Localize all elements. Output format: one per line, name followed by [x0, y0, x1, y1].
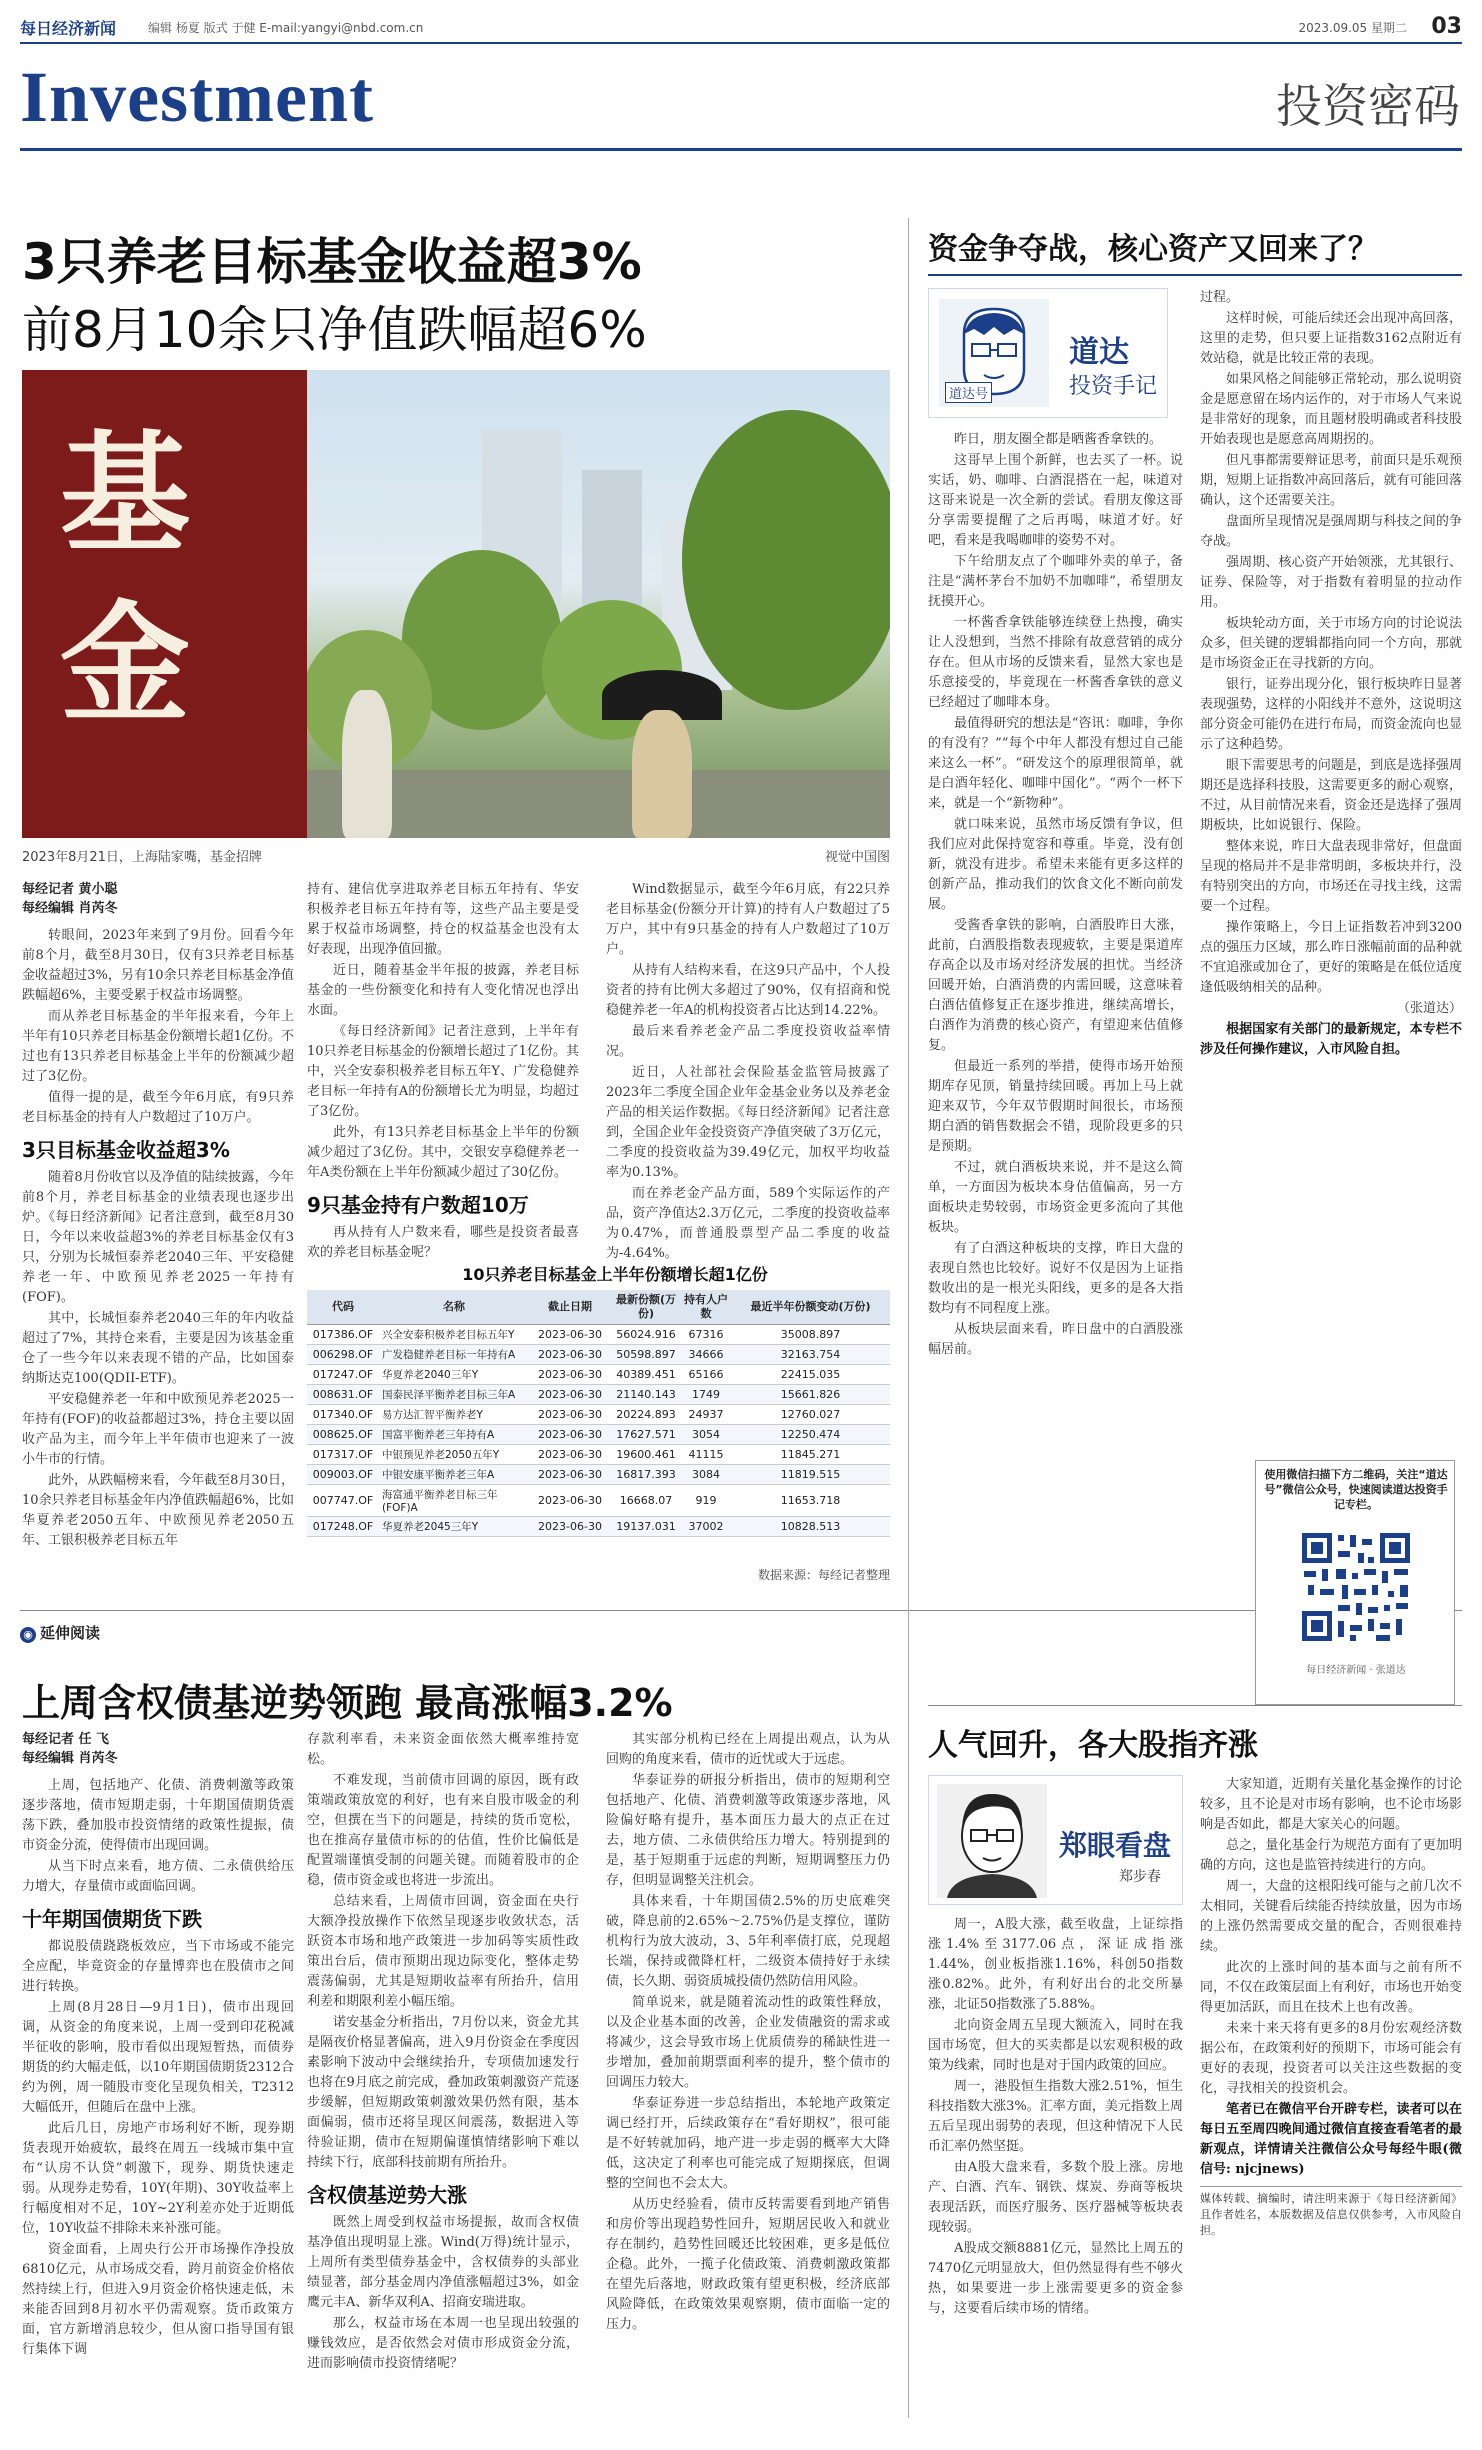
table-cell: 2023-06-30 — [529, 1385, 611, 1405]
table-title: 10只养老目标基金上半年份额增长超1亿份 — [462, 1265, 768, 1284]
table-cell: 12250.474 — [731, 1425, 890, 1445]
paragraph: 诺安基金分析指出，7月份以来，资金尤其是隔夜价格显著偏高，进入9月份资金在季度因素影响下波动中会继续抬升，专项债加速发行也将在9月底之前完成，叠加政策刺激资产荒逐步缓解，但短期政策刺激效果仍然有限，基本面偏弱，债市还将呈现区间震荡，数据进入等待验证期，债市在短期偏谨慎情绪影响下难以持续下行，底部科技前期有所抬升。 — [307, 2015, 579, 2170]
page-number: 03 — [1431, 14, 1462, 39]
paragraph: 如果风格之间能够正常轮动，那么说明资金是愿意留在场内运作的，对于市场人气来说是非常好的现象，而且题材股明确或者科技股开始表现也是愿意高周期拐的。 — [1200, 372, 1462, 447]
table-cell: 国泰民泽平衡养老目标三年A — [379, 1385, 529, 1405]
table-cell: 017247.OF — [307, 1365, 379, 1385]
paper-name: 每日经济新闻 — [20, 19, 117, 38]
table-cell: 19600.461 — [611, 1445, 681, 1465]
subheading: 含权债基逆势大涨 — [307, 2183, 467, 2207]
col-header: 截止日期 — [529, 1290, 611, 1325]
col-header: 最近半年份额变动(万份) — [731, 1290, 890, 1325]
paragraph: 最后来看养老金产品二季度投资收益率情况。 — [606, 1024, 890, 1059]
table-cell: 3054 — [681, 1425, 731, 1445]
photo-caption — [22, 846, 890, 865]
extended-col-3 — [606, 1730, 890, 2430]
table-cell: 3084 — [681, 1465, 731, 1485]
subheading: 3只目标基金收益超3% — [22, 1138, 230, 1162]
lead-col-1 — [22, 880, 294, 1595]
subheading: 9只基金持有户数超10万 — [307, 1193, 529, 1217]
paragraph: 就口味来说，虽然市场反馈有争议，但我们应对此保持宽容和尊重。毕竟，没有创新，就没有进步。希望未来能有更多这样的创新产品，推动我们的饮食文化不断向前发展。 — [928, 817, 1183, 912]
paragraph: 从历史经验看，债市反转需要看到地产销售和房价等出现趋势性回升，短期居民收入和就业存在制约，趋势性回暖还比较困难，更多是低位企稳。此外，一揽子化债政策、消费刺激政策都在望先后落地，财政政策有望更积极，经济底部风险降低，在政策效果观察期，债市面临一定的压力。 — [606, 2197, 890, 2332]
paragraph: 此外，有13只养老目标基金上半年的份额减少超过了3亿份。其中，交银安享稳健养老一年A类份额在上半年份额减少超过了30亿份。 — [307, 1125, 579, 1180]
paragraph: 上周(8月28日—9月1日)，债市出现回调，从资金的角度来说，上周一受到印花税减半征收的影响，股市看似出现短暂热，而债券期货的约大幅走低，以10年期国债期货2312合约为例，周一随股市变化呈现负相关，T2312大幅低开，但随后在盘中上涨。 — [22, 2000, 294, 2115]
disclaimer: 根据国家有关部门的最新规定，本专栏不涉及任何操作建议，入市风险自担。 — [1200, 1022, 1462, 1057]
table-cell: 15661.826 — [731, 1385, 890, 1405]
qr-caption: 每日经济新闻 · 张道达 — [1306, 1665, 1406, 1676]
table-cell: 2023-06-30 — [529, 1517, 611, 1537]
paragraph: 由A股大盘来看，多数个股上涨。房地产、白酒、汽车、钢铁、煤炭、券商等板块表现活跃，而医疗服务、医疗器械等板块表现较弱。 — [928, 2160, 1183, 2235]
col-header: 持有人户数 — [681, 1290, 731, 1325]
paragraph: 此后几日，房地产市场利好不断，现券期货表现开始疲软，最终在周五一线城市集中宣布“认房不认贷”刺激下，现券、期货快速走弱。从现券走势看，10Y(年期)、30Y收益率上行幅度相对不足，10Y~2Y利差亦处于近期低位，10Y收益不排除未来补涨可能。 — [22, 2121, 294, 2236]
paragraph: 操作策略上，今日上证指数若冲到3200点的强压力区域，那么昨日涨幅前面的品种就不宜追涨或加仓了，更好的策略是在低位适度逢低吸纳相关的品种。 — [1200, 920, 1462, 995]
paragraph: 其实部分机构已经在上周提出观点，认为从回购的角度来看，债市的近忧或大于远虑。 — [606, 1732, 890, 1767]
fund-table — [307, 1290, 890, 1537]
paragraph: 北向资金周五呈现大额流入，同时在我国市场宽，但大的买卖都是以宏观积极的政策为线索，同时也是对于国内政策的回应。 — [928, 2018, 1183, 2073]
paragraph: Wind数据显示，截至今年6月底，有22只养老目标基金(份额分开计算)的持有人户数超过了5万户，其中有9只基金的持有人户数超过了10万户。 — [606, 882, 890, 957]
table-cell: 2023-06-30 — [529, 1345, 611, 1365]
table-cell: 006298.OF — [307, 1345, 379, 1365]
reporter-byline: 每经记者 黄小聪 — [22, 882, 118, 897]
table-cell: 11819.515 — [731, 1465, 890, 1485]
paragraph: 随着8月份收官以及净值的陆续披露，今年前8个月，养老目标基金的业绩表现也逐步出炉。《每日经济新闻》记者注意到，截至8月30日，今年以来收益超3%的养老目标基金仅有3只，分别为长城恒泰养老2040三年、平安稳健养老一年、中欧预见养老2025一年持有(FOF)。 — [22, 1170, 294, 1305]
editors-line: 编辑 杨夏 版式 于健 E-mail:yangyi@nbd.com.cn — [148, 21, 424, 35]
table-cell: 16668.07 — [611, 1485, 681, 1517]
right-bottom-rule — [928, 1705, 1462, 1706]
table-cell: 华夏养老2045三年Y — [379, 1517, 529, 1537]
section-rule — [20, 148, 1462, 151]
table-row — [307, 1345, 890, 1365]
masthead-bar — [20, 14, 1462, 40]
extended-badge-icon: ◉ — [20, 1627, 36, 1643]
paragraph: 那么，权益市场在本周一也呈现出较强的赚钱效应，是否依然会对债市形成资金分流，进而影响债市投资情绪呢？ — [307, 2316, 579, 2371]
col-header: 名称 — [379, 1290, 529, 1325]
subheading: 十年期国债期货下跌 — [22, 1907, 202, 1931]
zheng-portrait-icon — [937, 1784, 1047, 1898]
paragraph: 华泰证券的研报分析指出，债市的短期利空包括地产、化债、消费刺激等政策逐步落地，风险偏好略有提升，基本面压力最大的点正在过去，地方债、二永债供给压力增大。特别提到的是，基于短期重于远虑的判断，短期调整压力仍存，但明显调整关注机会。 — [606, 1773, 890, 1888]
table-cell: 华夏养老2040三年Y — [379, 1365, 529, 1385]
table-cell: 67316 — [681, 1325, 731, 1345]
paragraph: 下午给朋友点了个咖啡外卖的单子，备注是“满杯茅台不加奶不加咖啡”，希望朋友抚摸开心。 — [928, 554, 1183, 609]
paragraph: 总之，量化基金行为规范方面有了更加明确的方向，这也是监管持续进行的方向。 — [1200, 1838, 1462, 1873]
table-cell: 2023-06-30 — [529, 1325, 611, 1345]
extended-col-2 — [307, 1730, 579, 2430]
table-cell: 21140.143 — [611, 1385, 681, 1405]
right-bottom-headline: 人气回升，各大股指齐涨 — [928, 1728, 1258, 1763]
table-cell: 兴全安泰积极养老目标五年Y — [379, 1325, 529, 1345]
extended-tag — [20, 1622, 100, 1643]
paragraph: 总结来看，上周债市回调，资金面在央行大额净投放操作下依然呈现逐步收敛状态，活跃资本市场和地产政策进一步加码等实质性政策出台后，债市预期出现边际变化，整体走势震荡偏弱，尤其是短期收益率有所抬升，信用利差和期限利差小幅压缩。 — [307, 1894, 579, 2009]
extended-rule — [20, 1610, 1462, 1611]
paragraph: 其中，长城恒泰养老2040三年的年内收益超过了7%，其持仓来看，主要是因为该基金重仓了一些今年以来表现不错的产品，比如国泰纳斯达克100(QDII-ETF)。 — [22, 1311, 294, 1386]
media-note: 媒体转载、摘编时，请注明来源于《每日经济新闻》且作者姓名，本版数据及信息仅供参考，入市风险自担。 — [1200, 2186, 1462, 2239]
right-bottom-col-2 — [1200, 1775, 1462, 2435]
paragraph: 强周期、核心资产开始领涨，尤其银行、证券、保险等，对于指数有着明显的拉动作用。 — [1200, 555, 1462, 610]
paragraph: 从持有人结构来看，在这9只产品中，个人投资者的持有比例大多超过了90%，仅有招商和悦稳健养老一年A的机构投资者占比达到14.22%。 — [606, 963, 890, 1018]
table-cell: 32163.754 — [731, 1345, 890, 1365]
paragraph: 平安稳健养老一年和中欧预见养老2025一年持有(FOF)的收益都超过3%，持仓主要以固收产品为主，而今年上半年债市也迎来了一波小牛市的行情。 — [22, 1392, 294, 1467]
table-cell: 017317.OF — [307, 1445, 379, 1465]
lead-col-3 — [606, 880, 890, 1260]
column-subname: 投资手记 — [1069, 374, 1158, 399]
paragraph: 这哥早上围个新鲜，也去买了一杯。说实话，奶、咖啡、白酒混搭在一起，味道对这哥来说是一次全新的尝试。看朋友像这哥分享需要提醒了之后再喝，味道才好。好吧，看来是我喝咖啡的姿势不对。 — [928, 453, 1183, 548]
extended-col-1 — [22, 1730, 294, 2430]
qr-code-icon — [1298, 1529, 1414, 1645]
right-top-col-2 — [1200, 288, 1462, 1448]
table-row — [307, 1365, 890, 1385]
paragraph: 昨日，朋友圈全都是晒酱香拿铁的。 — [954, 432, 1163, 447]
paragraph: A股成交额8881亿元，显然比上周五的7470亿元明显放大，但仍然显得有些不够火热，如果要进一步上涨需要更多的资金参与，这要看后续市场的情绪。 — [928, 2241, 1183, 2316]
table-cell: 35008.897 — [731, 1325, 890, 1345]
table-cell: 11845.271 — [731, 1445, 890, 1465]
paragraph: 而在养老金产品方面，589个实际运作的产品，资产净值达2.3万亿元，二季度的投资收益率为0.47%，而普通股票型产品二季度的收益为-4.64%。 — [606, 1186, 890, 1260]
fund-signboard — [22, 370, 307, 838]
photo-credit: 视觉中国图 — [824, 850, 890, 865]
paragraph: 值得一提的是，截至今年6月底，有9只养老目标基金的持有人户数超过了10万户。 — [22, 1090, 294, 1125]
table-row — [307, 1425, 890, 1445]
paragraph: 不过，就白酒板块来说，并不是这么简单，一方面因为板块本身估值偏高，另一方面板块走势较弱，市场资金更多流向了其他板块。 — [928, 1160, 1183, 1235]
paragraph: 最值得研究的想法是“咨讯：咖啡，争你的有没有？”“每个中年人都没有想过自己能来这么一杯”。“研发这个的原理很简单，就是白酒年轻化、咖啡中国化”。“两个一杯下来，就是一个“新物种”。 — [928, 716, 1183, 811]
editor-byline: 每经编辑 肖芮冬 — [22, 1751, 118, 1766]
lead-photo — [22, 370, 890, 838]
paragraph: 未来十来天将有更多的8月份宏观经济数据公布，在政策利好的预期下，市场可能会有更好的表现，投资者可以关注这些数据的变化，寻找相关的投资机会。 — [1200, 2021, 1462, 2096]
paragraph: 有了白酒这种板块的支撑，昨日大盘的表现自然也比较好。说好不仅是因为上证指数收出的是一根光头阳线，更多的是各大指数均有不同程度上涨。 — [928, 1241, 1183, 1316]
paragraph: 上周，包括地产、化债、消费刺激等政策逐步落地，债市短期走弱，十年期国债期货震荡下跌，叠加股市投资情绪的政策性提振，债市资金分流，使得债市出现回调。 — [22, 1778, 294, 1853]
top-rule — [20, 42, 1462, 44]
table-header-row — [307, 1290, 890, 1325]
paragraph: 周一，港股恒生指数大涨2.51%，恒生科技指数大涨3%。汇率方面，美元指数上周五后呈现出弱势的表现，但这种情况下人民币汇率仍然坚挺。 — [928, 2079, 1183, 2154]
zheng-column-header — [928, 1775, 1183, 1905]
table-cell: 2023-06-30 — [529, 1425, 611, 1445]
table-cell: 广发稳健养老目标一年持有A — [379, 1345, 529, 1365]
table-cell: 009003.OF — [307, 1465, 379, 1485]
table-cell: 中银预见养老2050五年Y — [379, 1445, 529, 1465]
zheng-avatar — [937, 1784, 1047, 1898]
caption-text: 2023年8月21日，上海陆家嘴，基金招牌 — [22, 850, 262, 865]
table-source: 数据来源：每经记者整理 — [757, 1568, 890, 1582]
table-cell: 40389.451 — [611, 1365, 681, 1385]
table-cell: 34666 — [681, 1345, 731, 1365]
paragraph: 持有、建信优享进取养老目标五年持有、华安积极养老目标五年持有等，这些产品主要是受累于权益市场调整，持仓的权益基金也没有太好表现，出现净值回撤。 — [307, 882, 579, 957]
signoff: （张道达） — [1396, 1001, 1462, 1016]
col-header: 代码 — [307, 1290, 379, 1325]
table-cell: 017340.OF — [307, 1405, 379, 1425]
table-cell: 017248.OF — [307, 1517, 379, 1537]
paragraph: 再从持有人户数来看，哪些是投资者最喜欢的养老目标基金呢？ — [307, 1225, 579, 1260]
right-top-rule — [928, 274, 1462, 276]
table-cell: 919 — [681, 1485, 731, 1517]
table-cell: 国富平衡养老三年持有A — [379, 1425, 529, 1445]
extended-tag-label: 延伸阅读 — [40, 1624, 101, 1642]
wechat-note: 笔者已在微信平台开辟专栏，读者可以在每日五至周四晚间通过微信直接查看笔者的最新观点，详情请关注微信公众号每经牛眼(微信号: njcjnews) — [1200, 2102, 1462, 2177]
daoda-column-header — [928, 288, 1168, 418]
extended-headline: 上周含权债基逆势领跑 最高涨幅3.2% — [22, 1681, 673, 1725]
column-divider — [908, 218, 909, 2418]
column-name: 道达 — [1069, 335, 1129, 370]
table-row — [307, 1445, 890, 1465]
table-row — [307, 1325, 890, 1345]
qr-block — [1255, 1460, 1455, 1705]
paragraph: 资金面看，上周央行公开市场操作净投放6810亿元，从市场成交看，跨月前资金价格依然持续上行，但进入9月资金价格快速走低，未来能否回到8月初水平仍需观察。货币政策方面，官方新增消息较少，但从窗口指导国有银行集体下调 — [22, 2242, 294, 2357]
table-cell: 008625.OF — [307, 1425, 379, 1445]
section-title-en: Investment — [20, 57, 374, 137]
paragraph: 华泰证券进一步总结指出，本轮地产政策定调已经打开，后续政策存在“看好期权”，很可能是不好转就加码，地产进一步走弱的概率大大降低，这决定了利率也可能完成了短期探底，但调整的空间也不会太大。 — [606, 2096, 890, 2191]
sign-char-1: 基 — [60, 418, 191, 570]
paragraph: 受酱香拿铁的影响，白酒股昨日大涨，此前，白酒股指数表现疲软，主要是渠道库存高企以及市场对经济发展的担忧。当经济回暖开始，白酒消费的内需回暖，这意味着白酒估值修复正在逐步推进，继续高增长，白酒作为消费的核心资产，有望迎来估值修复。 — [928, 918, 1183, 1053]
paragraph: 盘面所呈现情况是强周期与科技之间的争夺战。 — [1200, 514, 1462, 549]
paragraph: 近日，随着基金半年报的披露，养老目标基金的一些份额变化和持有人变化情况也浮出水面。 — [307, 963, 579, 1018]
table-cell: 海富通平衡养老目标三年(FOF)A — [379, 1485, 529, 1517]
table-cell: 19137.031 — [611, 1517, 681, 1537]
table-cell: 017386.OF — [307, 1325, 379, 1345]
table-cell: 007747.OF — [307, 1485, 379, 1517]
paragraph: 都说股债跷跷板效应，当下市场或不能完全应配，毕竟资金的存量博弈也在股债市之间进行转换。 — [22, 1939, 294, 1994]
daoda-avatar — [939, 299, 1049, 407]
column-author: 郑步春 — [1119, 1869, 1161, 1885]
table-cell: 20224.893 — [611, 1405, 681, 1425]
paragraph: 银行，证券出现分化，银行板块昨日显著表现强势，这样的小阳线并不意外，这说明这部分资金可能仍在进行布局，而资金流向也显示了这种趋势。 — [1200, 677, 1462, 752]
table-cell: 22415.035 — [731, 1365, 890, 1385]
paragraph: 存款利率看，未来资金面依然大概率维持宽松。 — [307, 1732, 579, 1767]
table-cell: 2023-06-30 — [529, 1405, 611, 1425]
table-cell: 2023-06-30 — [529, 1365, 611, 1385]
paragraph: 大家知道，近期有关量化基金操作的讨论较多，且不论是对市场有影响，也不论市场影响是否如此，都是大家关心的问题。 — [1200, 1777, 1462, 1832]
paragraph: 过程。 — [1200, 290, 1240, 305]
right-top-headline: 资金争夺战，核心资产又回来了？ — [928, 232, 1378, 267]
paragraph: 整体来说，昨日大盘表现非常好，但盘面呈现的格局并不是非常明朗，多板块并行，没有特别突出的方向，市场还在寻找主线，这需要一个过程。 — [1200, 839, 1462, 914]
table-cell: 10828.513 — [731, 1517, 890, 1537]
table-cell: 41115 — [681, 1445, 731, 1465]
paragraph: 从板块层面来看，昨日盘中的白酒股涨幅居前。 — [928, 1322, 1183, 1357]
table-cell: 易方达汇智平衡养老Y — [379, 1405, 529, 1425]
table-cell: 17627.571 — [611, 1425, 681, 1445]
table-cell: 2023-06-30 — [529, 1445, 611, 1465]
paragraph: 不难发现，当前债市回调的原因，既有政策端政策放宽的利好，也有来自股市吸金的利空，但撰在当下的问题是，持续的货币宽松，也在推高存量债市标的的估值，性价比偏低是配置端谨慎受制的问题关键。而随着股市的企稳，债市资金或也将进一步流出。 — [307, 1773, 579, 1888]
table-cell: 37002 — [681, 1517, 731, 1537]
paragraph: 此外，从跌幅榜来看，今年截至8月30日，10余只养老目标基金年内净值跌幅超6%，比如华夏养老2050五年、中欧预见养老2050五年、工银积极养老目标五年 — [22, 1473, 294, 1548]
reporter-byline: 每经记者 任 飞 — [22, 1732, 110, 1747]
paragraph: 近日，人社部社会保险基金监管局披露了2023年二季度全国企业年金基金业务以及养老金产品的相关运作数据。《每日经济新闻》记者注意到，全国企业年金投资资产净值突破了3万亿元，二季度的投资收益为39.49亿元，加权平均收益率为0.13%。 — [606, 1065, 890, 1180]
qr-text: 使用微信扫描下方二维码，关注“道达号”微信公众号，快速阅读道达投资手记专栏。 — [1264, 1468, 1448, 1511]
editor-byline: 每经编辑 肖芮冬 — [22, 901, 118, 916]
paragraph: 板块轮动方面，关于市场方向的讨论说法众多，但关键的逻辑都指向同一个方向，那就是市场资金正在寻找新的方向。 — [1200, 616, 1462, 671]
table-row — [307, 1465, 890, 1485]
paragraph: 从当下时点来看，地方债、二永债供给压力增大，存量债市或面临回调。 — [22, 1859, 294, 1894]
right-bottom-col-1 — [928, 1915, 1183, 2435]
table-cell: 24937 — [681, 1405, 731, 1425]
table-cell: 中银安康平衡养老三年A — [379, 1465, 529, 1485]
table-row — [307, 1405, 890, 1425]
table-cell: 11653.718 — [731, 1485, 890, 1517]
paragraph: 具体来看，十年期国债2.5%的历史底难突破，降息前的2.65%～2.75%仍是支撑位，谨防机构行为放大波动，3、5年利率债打底，兑现超长端，保持或微降杠杆，二级资本债持好于永续债，长久期、弱资质城投债仍然防信用风险。 — [606, 1894, 890, 1989]
column-name: 郑眼看盘 — [1059, 1829, 1172, 1862]
paragraph: 一杯酱香拿铁能够连续登上热搜，确实让人没想到，当然不排除有故意营销的成分存在。但从市场的反馈来看，显然大家也是乐意接受的，毕竟现在一杯酱香拿铁的意义已经超过了咖啡本身。 — [928, 615, 1183, 710]
lead-subheadline: 前8月10余只净值跌幅超6% — [22, 301, 647, 359]
date-line: 2023.09.05 星期二 — [1298, 21, 1407, 35]
table-cell: 16817.393 — [611, 1465, 681, 1485]
table-cell: 008631.OF — [307, 1385, 379, 1405]
paragraph: 简单说来，就是随着流动性的政策性释放，以及企业基本面的改善，企业发债融资的需求或将减少，这会导致市场上优质债券的稀缺性进一步增加，叠加前期票面利率的提升，整个债市的回调压力较大。 — [606, 1995, 890, 2090]
paragraph: 既然上周受到权益市场提振，故而含权债基净值出现明显上涨。Wind(万得)统计显示，上周所有类型债券基金中，含权债券的头部业绩显著，部分基金周内净值涨幅超过3%，如金鹰元丰A、新华双利A、招商安瑞进取。 — [307, 2215, 579, 2310]
right-top-col-1 — [928, 430, 1183, 1695]
table-row — [307, 1517, 890, 1537]
table-cell: 2023-06-30 — [529, 1465, 611, 1485]
table-cell: 65166 — [681, 1365, 731, 1385]
paragraph: 眼下需要思考的问题是，到底是选择强周期还是选择科技股，这需要更多的耐心观察，不过，从目前情况来看，资金还是选择了强周期板块，比如说银行、保险。 — [1200, 758, 1462, 833]
paragraph: 周一，大盘的这根阳线可能与之前几次不太相同，关键看后续能否持续放量，因为市场的上涨仍然需要成交量的配合，否则很难持续。 — [1200, 1879, 1462, 1954]
paragraph: 转眼间，2023年来到了9月份。回看今年前8个月，截至8月30日，仅有3只养老目标基金收益超过3%，另有10余只养老目标基金净值跌幅超6%，主要受累于权益市场调整。 — [22, 928, 294, 1003]
table-cell: 56024.916 — [611, 1325, 681, 1345]
paragraph: 而从养老目标基金的半年报来看，今年上半年有10只养老目标基金份额增长超1亿份。不过也有13只养老目标基金上半年的份额减少超过了3亿份。 — [22, 1009, 294, 1084]
sign-char-2: 金 — [60, 588, 191, 740]
paragraph: 此次的上涨时间的基本面与之前有所不同，不仅在政策层面上有利好，市场也开始变得更加活跃，而且在技术上也有改善。 — [1200, 1960, 1462, 2015]
table-row — [307, 1485, 890, 1517]
col-header: 最新份额(万份) — [611, 1290, 681, 1325]
table-cell: 2023-06-30 — [529, 1485, 611, 1517]
paragraph: 周一，A股大涨，截至收盘，上证综指涨1.4%至3177.06点，深证成指涨1.44%，创业板指涨1.16%，科创50指数涨0.82%。此外，有利好出台的北交所暴涨，北证50指数涨了5.88%。 — [928, 1917, 1183, 2012]
table-cell: 1749 — [681, 1385, 731, 1405]
lead-col-2 — [307, 880, 579, 1260]
table-cell: 12760.027 — [731, 1405, 890, 1425]
paragraph: 但最近一系列的举措，使得市场开始预期库存见顶，销量持续回暖。再加上马上就迎来双节，今年双节假期时间很长，市场预期白酒的销售数据会不错，现阶段更多的只是预期。 — [928, 1059, 1183, 1154]
paragraph: 《每日经济新闻》记者注意到，上半年有10只养老目标基金的份额增长超过了1亿份。其中，兴全安泰积极养老目标五年Y、广发稳健养老目标一年持有A的份额增长尤为明显，均超过了3亿份。 — [307, 1024, 579, 1119]
paragraph: 这样时候，可能后续还会出现冲高回落，这里的走势，但只要上证指数3162点附近有效站稳，就是比较正常的表现。 — [1200, 311, 1462, 366]
paragraph: 但凡事都需要辩证思考，前面只是乐观预期，短期上证指数冲高回落后，就有可能回落确认，这个还需要关注。 — [1200, 453, 1462, 508]
table-row — [307, 1385, 890, 1405]
table-cell: 50598.897 — [611, 1345, 681, 1365]
section-title-cn: 投资密码 — [1276, 79, 1460, 133]
lead-headline: 3只养老目标基金收益超3% — [22, 233, 642, 291]
avatar-tag: 道达号 — [945, 382, 992, 403]
